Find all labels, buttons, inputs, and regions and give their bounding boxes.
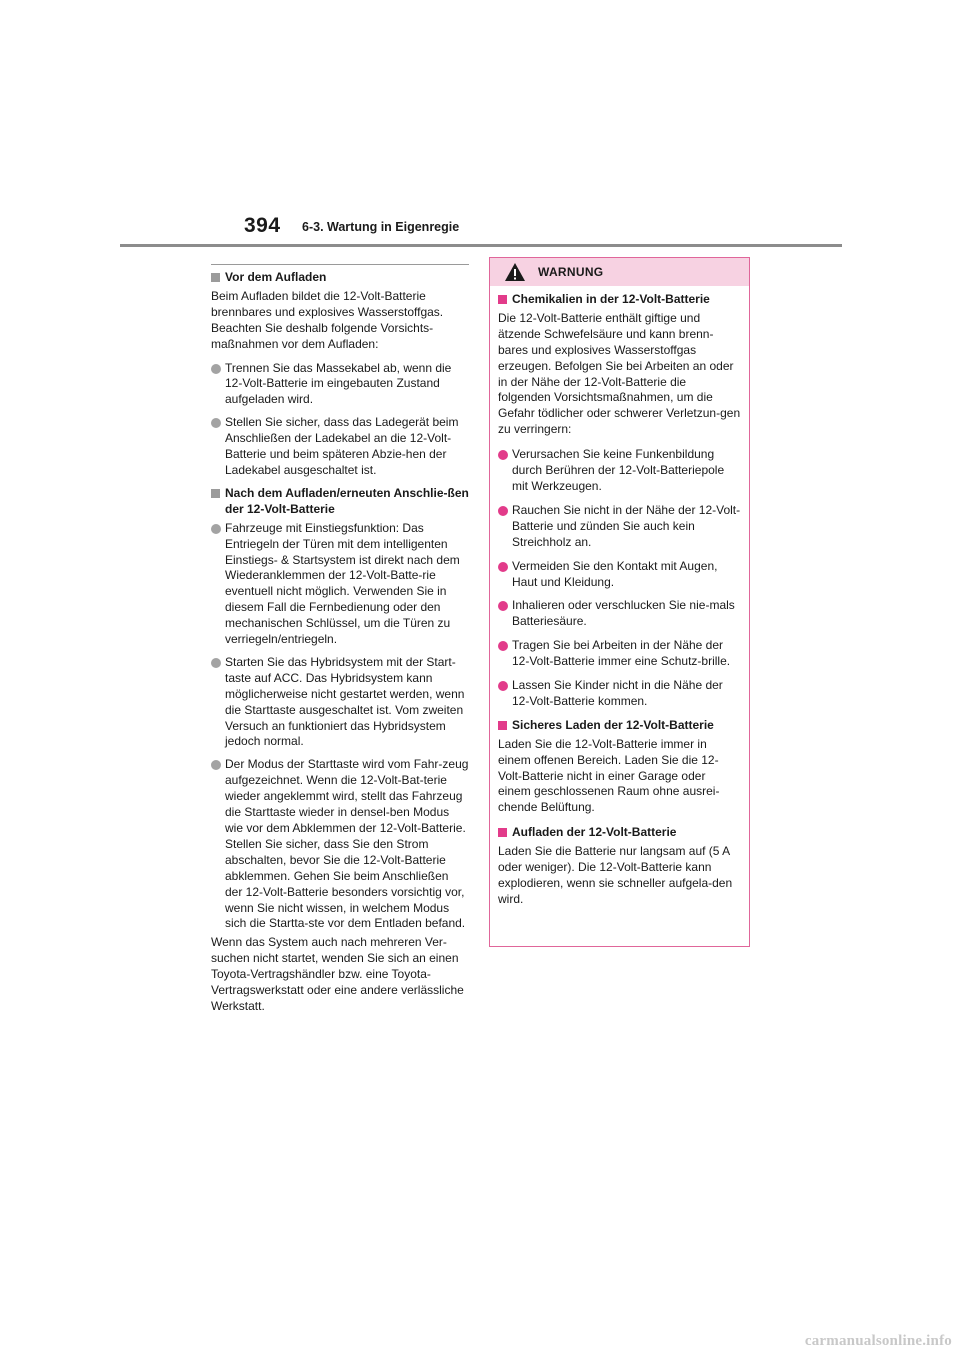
warning-heading-chemicals bbox=[498, 292, 741, 308]
circle-bullet-icon bbox=[498, 601, 508, 611]
list-item-text: Verursachen Sie keine Funkenbildung durch Berühren der 12-Volt-Batteriepole mit Werkzeugen. bbox=[512, 447, 725, 493]
list-item-text: Trennen Sie das Massekabel ab, wenn die 12-Volt-Batterie im eingebauten Zustand aufgeladen wird. bbox=[225, 360, 452, 407]
circle-bullet-icon bbox=[211, 658, 221, 668]
circle-bullet-icon bbox=[211, 524, 221, 534]
heading-text: Vor dem Aufladen bbox=[225, 270, 327, 284]
warning-triangle-icon bbox=[504, 262, 526, 282]
list-item bbox=[498, 598, 741, 630]
list-item-text: Rauchen Sie nicht in der Nähe der 12-Volt-Batterie und zünden Sie auch kein Streichholz an. bbox=[512, 502, 741, 549]
warning-title: WARNUNG bbox=[538, 265, 604, 279]
list-item bbox=[498, 503, 741, 551]
list-item-text: Stellen Sie sicher, dass das Ladegerät beim Anschließen der Ladekabel an die 12-Volt-Batterie und beim späteren Abzie-hen der Ladekabel ausgeschaltet ist. bbox=[225, 415, 459, 477]
circle-bullet-icon bbox=[211, 364, 221, 374]
heading-text: Aufladen der 12-Volt-Batterie bbox=[512, 825, 677, 840]
list-item bbox=[498, 447, 741, 495]
left-column bbox=[211, 264, 469, 1023]
list-item bbox=[211, 361, 469, 409]
heading-text: Nach dem Aufladen/erneuten Anschlie-ßen der 12-Volt-Batterie bbox=[225, 485, 469, 516]
paragraph: Die 12-Volt-Batterie enthält giftige und ätzende Schwefelsäure und kann brenn-bares und explosives Wasserstoffgas erzeugen. Befolgen Sie bei Arbeiten an oder in der Nähe der 12-Volt-Batterie die folgenden Vorsichtsmaßnahmen, um die Gefahr tödlicher oder schwerer Verletzun-gen zu verringern: bbox=[498, 310, 741, 437]
watermark-logo: carmanualsonline.info bbox=[804, 1333, 952, 1349]
list-item-text: Starten Sie das Hybridsystem mit der Start-taste auf ACC. Das Hybridsystem kann möglicherweise nicht gestartet werden, wenn die Starttaste ausgeschaltet ist. Vom zweiten Versuch an funktioniert das Hybridsystem jedoch normal. bbox=[225, 654, 465, 749]
section-title: 6-3. Wartung in Eigenregie bbox=[302, 220, 460, 234]
list-item bbox=[211, 521, 469, 648]
list-item-text: Fahrzeuge mit Einstiegsfunktion: Das Entriegeln der Türen mit dem intelligenten Einstiegs- & Startsystem ist direkt nach dem Wiederanklemmen der 12-Volt-Batte-rie eventuell nicht möglich. Verwenden Sie in diesem Fall die Fernbedienung oder den mechanischen Schlüssel, um die Türen zu verriegeln/entriegeln. bbox=[225, 520, 460, 647]
list-item-text: Vermeiden Sie den Kontakt mit Augen, Haut und Kleidung. bbox=[512, 558, 718, 589]
header-rule bbox=[120, 244, 842, 247]
square-bullet-icon bbox=[498, 828, 507, 837]
circle-bullet-icon bbox=[498, 641, 508, 651]
warning-body bbox=[490, 286, 749, 908]
paragraph: Laden Sie die 12-Volt-Batterie immer in einem offenen Bereich. Laden Sie die 12-Volt-Batterie nicht in einer Garage oder einem geschlossenen Raum ohne ausrei-chende Belüftung. bbox=[498, 736, 720, 815]
circle-bullet-icon bbox=[211, 418, 221, 428]
list-item-text: Der Modus der Starttaste wird vom Fahr-zeug aufgezeichnet. Wenn die 12-Volt-Bat-terie wieder angeklemmt wird, stellt das Fahrzeug die Starttaste wieder in densel-ben Modus wie vor dem Abklemmen der 12-Volt-Batterie. Stellen Sie sicher, dass Sie den Strom abschalten, bevor Sie die 12-Volt-Batterie abklemmen. Gehen Sie beim Anschließen der 12-Volt-Batterie besonders vorsichtig vor, wenn Sie nicht wissen, in welchem Modus sich die Startta-ste vor dem Entladen befand. bbox=[225, 757, 469, 931]
square-bullet-icon bbox=[498, 295, 507, 304]
circle-bullet-icon bbox=[498, 450, 508, 460]
warning-header bbox=[490, 258, 749, 286]
list-item-text: Inhalieren oder verschlucken Sie nie-mals Batteriesäure. bbox=[512, 598, 735, 629]
square-bullet-icon bbox=[211, 273, 220, 282]
warning-heading-charging bbox=[498, 825, 741, 841]
heading-before-charging bbox=[211, 270, 469, 286]
list-item bbox=[498, 638, 741, 670]
list-item bbox=[211, 655, 469, 750]
square-bullet-icon bbox=[498, 721, 507, 730]
square-bullet-icon bbox=[211, 489, 220, 498]
heading-text: Chemikalien in der 12-Volt-Batterie bbox=[512, 292, 710, 306]
list-item bbox=[211, 415, 469, 479]
circle-bullet-icon bbox=[498, 506, 508, 516]
warning-heading-safe-charging bbox=[498, 718, 741, 734]
warning-box bbox=[489, 257, 750, 947]
circle-bullet-icon bbox=[498, 681, 508, 691]
list-item bbox=[498, 559, 741, 591]
paragraph: Laden Sie die Batterie nur langsam auf (5 A oder weniger). Die 12-Volt-Batterie kann explodieren, wenn sie schneller aufgela-den wird. bbox=[498, 844, 733, 906]
list-item bbox=[498, 678, 741, 710]
heading-after-charging bbox=[211, 486, 469, 518]
list-item-text: Tragen Sie bei Arbeiten in der Nähe der 12-Volt-Batterie immer eine Schutz-brille. bbox=[512, 638, 731, 669]
circle-bullet-icon bbox=[498, 562, 508, 572]
paragraph: Wenn das System auch nach mehreren Ver-suchen nicht startet, wenden Sie sich an einen Toyota-Vertragshändler bzw. eine Toyota-Vertragswerkstatt oder eine andere verlässliche Werkstatt. bbox=[211, 935, 464, 1013]
heading-text: Sicheres Laden der 12-Volt-Batterie bbox=[512, 717, 714, 732]
column-rule bbox=[211, 264, 469, 265]
page-number: 394 bbox=[244, 214, 281, 237]
list-item bbox=[211, 757, 469, 932]
circle-bullet-icon bbox=[211, 760, 221, 770]
paragraph: Beim Aufladen bildet die 12-Volt-Batterie brennbares und explosives Wasserstoffgas. Beachten Sie deshalb folgende Vorsichts-maßnahmen vor dem Aufladen: bbox=[211, 288, 444, 351]
list-item-text: Lassen Sie Kinder nicht in die Nähe der 12-Volt-Batterie kommen. bbox=[512, 678, 723, 708]
